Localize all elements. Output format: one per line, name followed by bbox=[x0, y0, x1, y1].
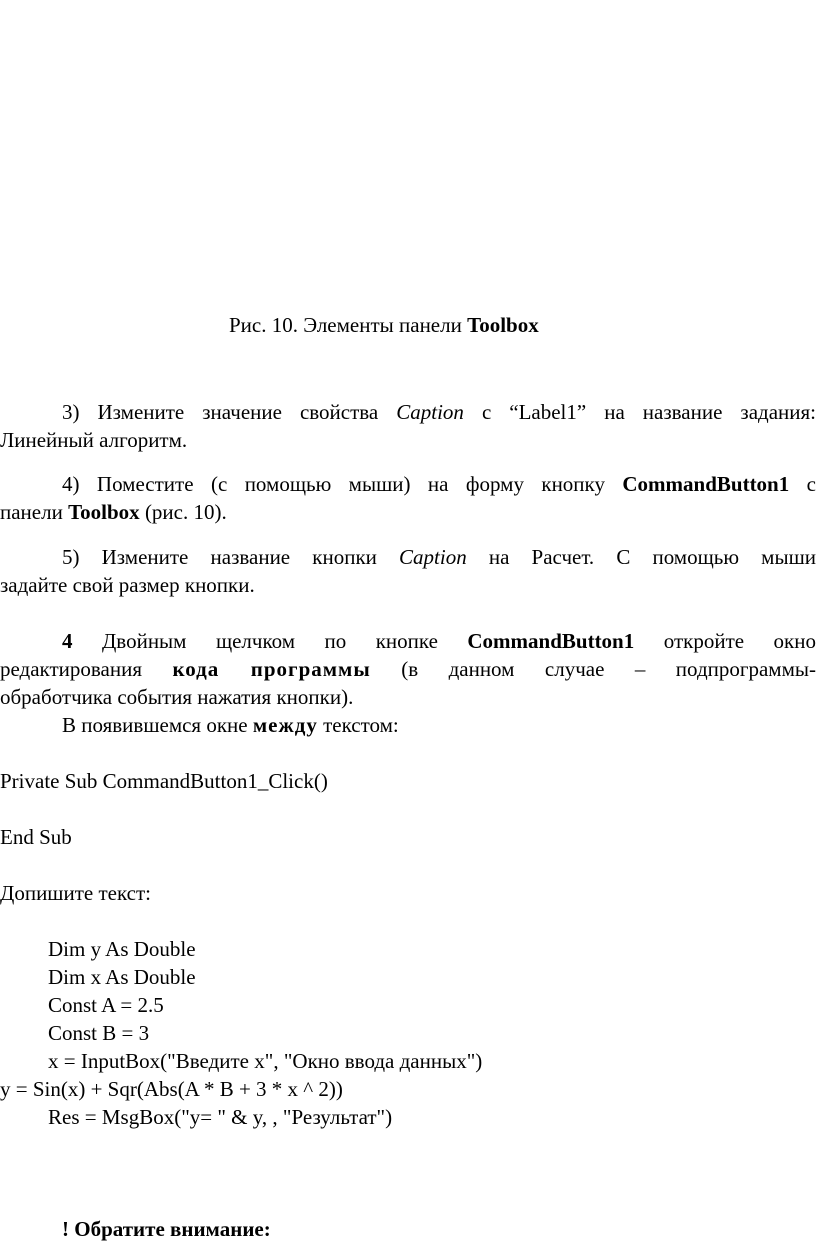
step3-line2: Линейный алгоритм. bbox=[0, 428, 188, 452]
code-line: Dim y As Double bbox=[48, 937, 196, 961]
step6-line4: В появившемся окне между текстом: bbox=[62, 713, 399, 737]
code-line: x = InputBox("Введите x", "Окно ввода данных") bbox=[48, 1049, 483, 1073]
step6-line3: обработчика события нажатия кнопки). bbox=[0, 685, 354, 709]
code-line: Res = MsgBox("y= " & y, , "Результат") bbox=[48, 1105, 393, 1129]
append-label: Допишите текст: bbox=[0, 881, 151, 905]
step6-line1: 4 Двойным щелчком по кнопке CommandButton1 откройте окно bbox=[62, 629, 816, 653]
step4-line2: панели Toolbox (рис. 10). bbox=[0, 500, 227, 524]
step5-line1: 5) Измените название кнопки Caption на Расчет. С помощью мыши bbox=[62, 545, 816, 569]
step3-line1: 3) Измените значение свойства Caption с “Label1” на название задания: bbox=[62, 400, 816, 424]
code-line: Const A = 2.5 bbox=[48, 993, 164, 1017]
code-line: Dim x As Double bbox=[48, 965, 196, 989]
code-sub-start: Private Sub CommandButton1_Click() bbox=[0, 769, 328, 793]
figure-caption: Рис. 10. Элементы панели Toolbox bbox=[229, 313, 539, 337]
code-line: Const B = 3 bbox=[48, 1021, 150, 1045]
attention-note: ! Обратите внимание: bbox=[62, 1217, 271, 1241]
code-line: y = Sin(x) + Sqr(Abs(A * B + 3 * x ^ 2)) bbox=[0, 1077, 343, 1101]
code-sub-end: End Sub bbox=[0, 825, 72, 849]
step6-line2: редактирования кода программы (в данном случае – подпрограммы- bbox=[0, 657, 816, 681]
step5-line2: задайте свой размер кнопки. bbox=[0, 573, 255, 597]
step4-line1: 4) Поместите (с помощью мыши) на форму кнопку CommandButton1 с bbox=[62, 472, 816, 496]
